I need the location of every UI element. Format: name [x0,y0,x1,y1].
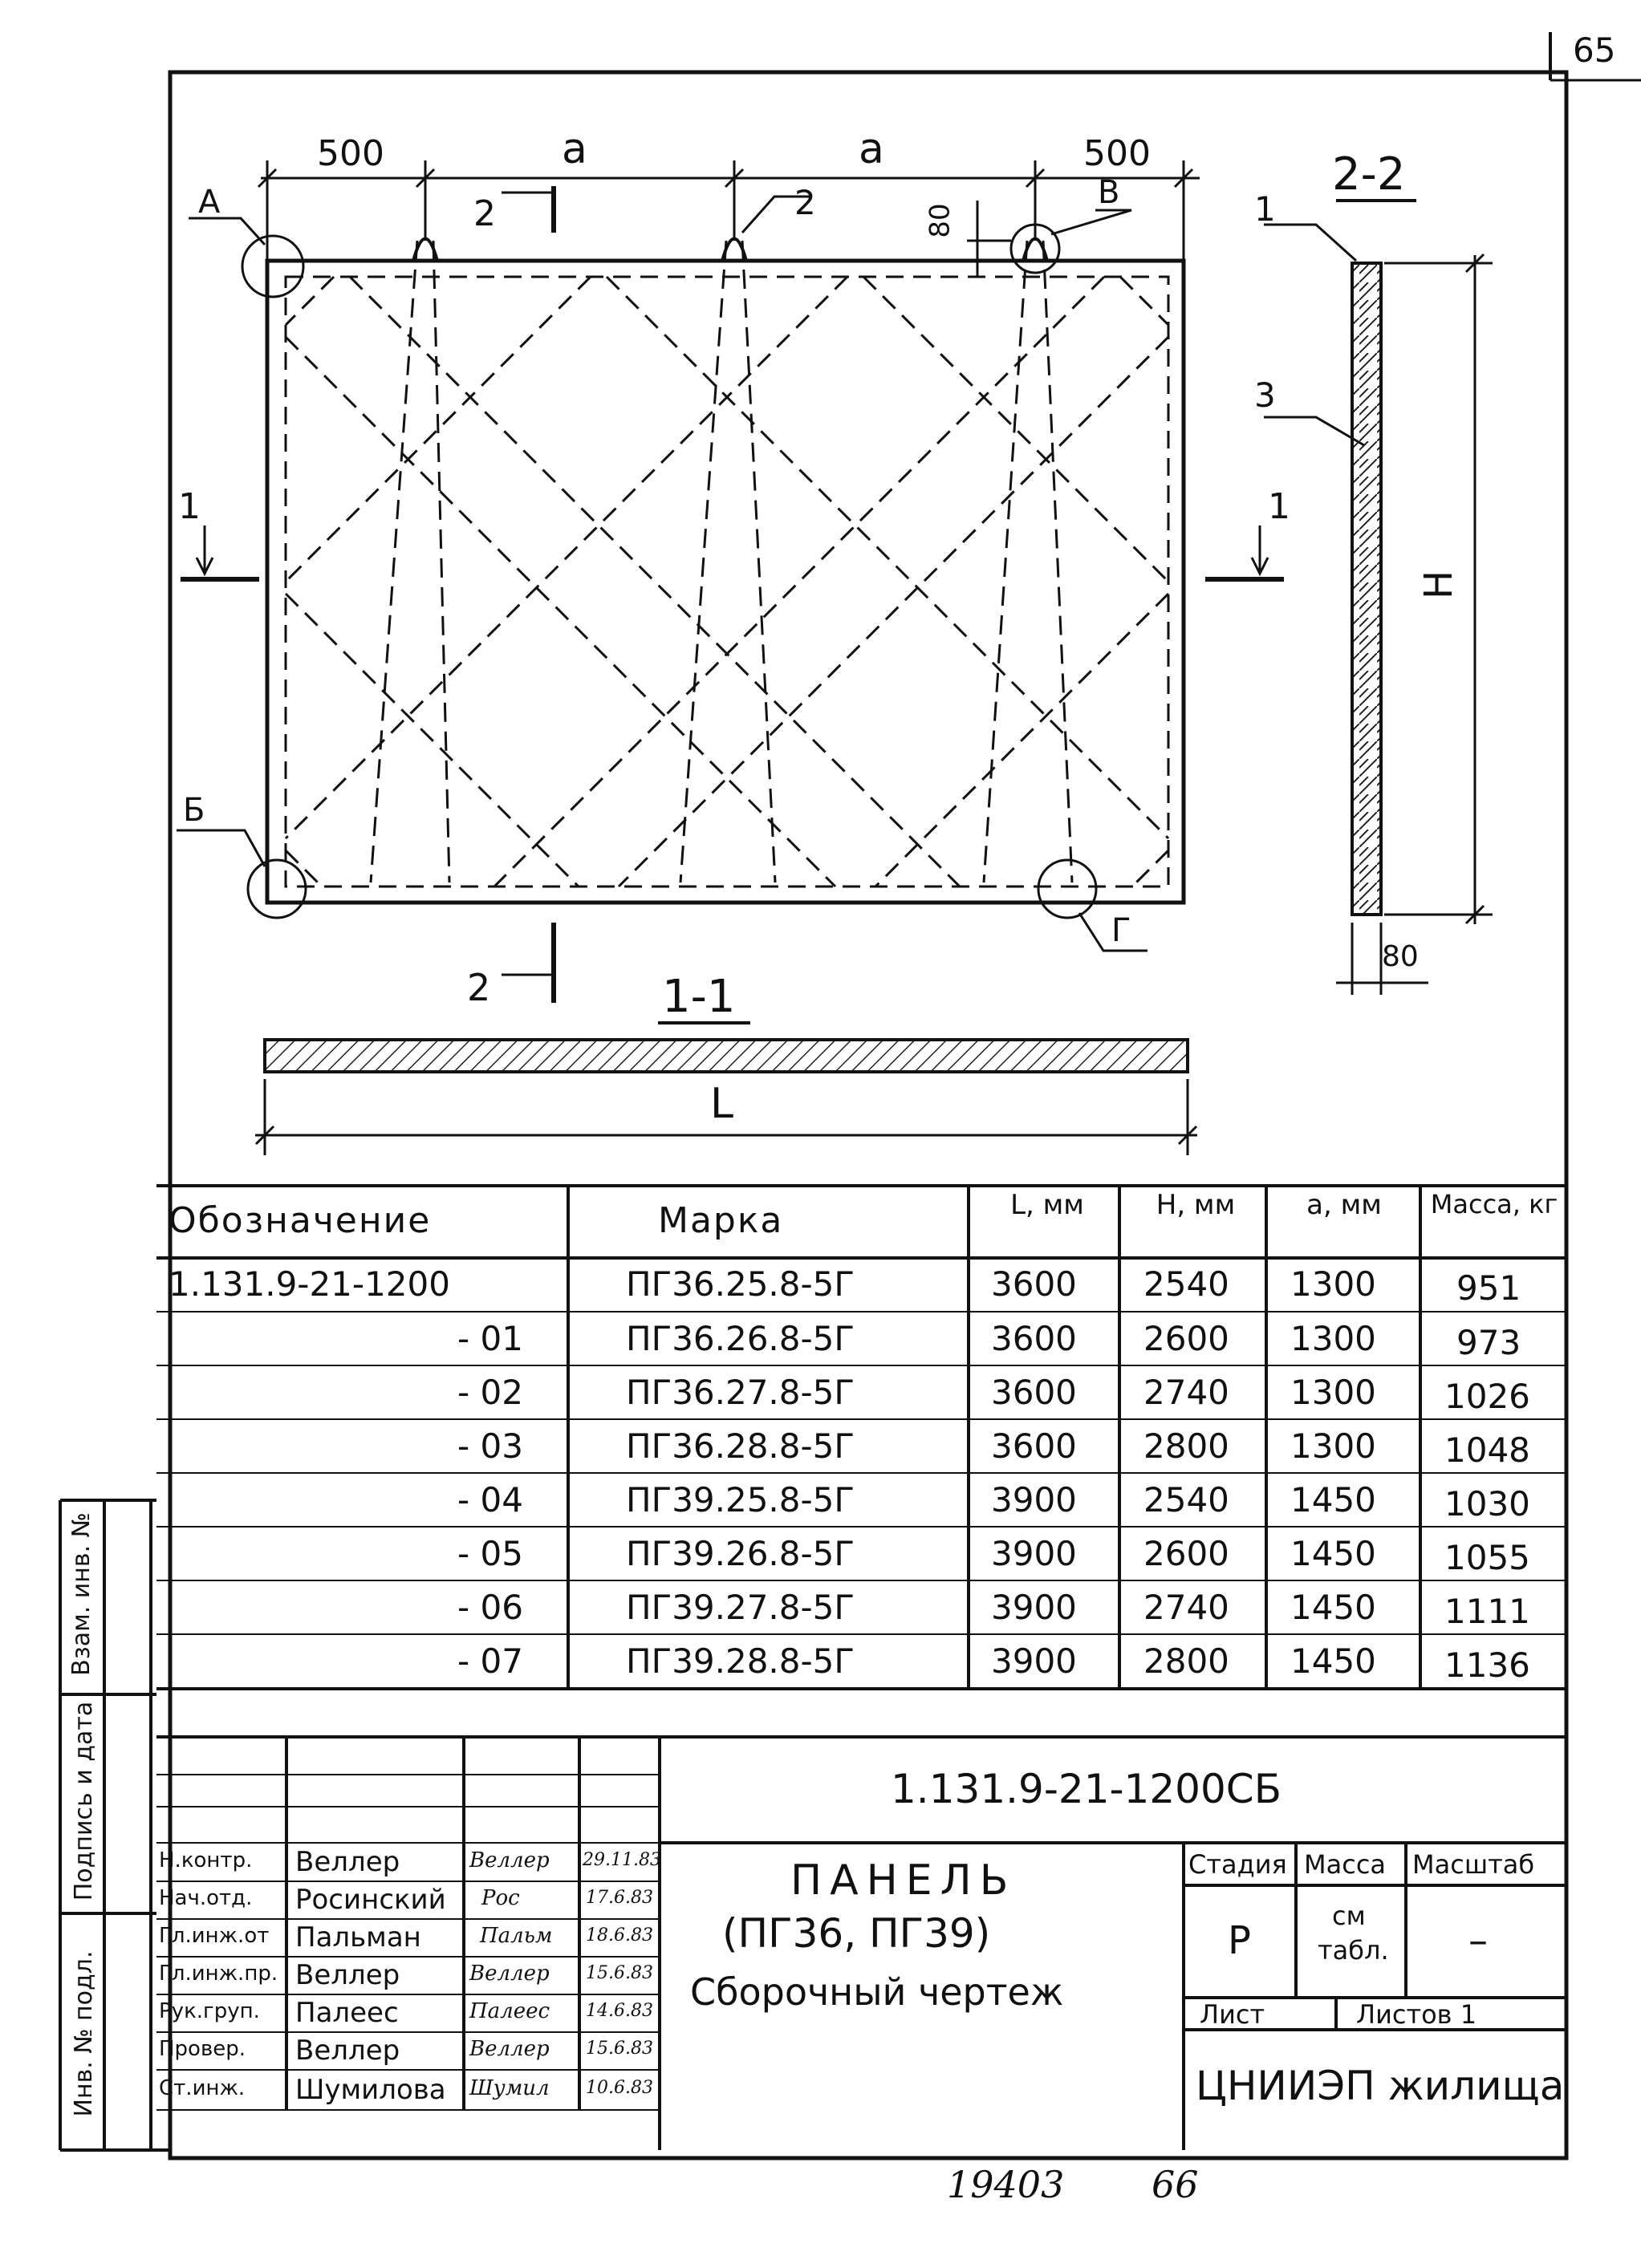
dim-80-side: 80 [1382,940,1419,973]
row-0-designation: 1.131.9-21-1200 [169,1264,450,1304]
row-1-mass: 973 [1456,1323,1521,1362]
organization-name: ЦНИИЭП жилища [1196,2063,1565,2109]
bottom-archive-number: 19403 [947,2163,1065,2206]
row-3-mass: 1048 [1444,1430,1530,1470]
document-code: 1.131.9-21-1200СБ [891,1766,1282,1812]
row-1-L: 3600 [991,1319,1077,1358]
sig-1-signature: Рос [481,1886,520,1910]
row-3-H: 2800 [1143,1426,1229,1466]
position-2-label: 2 [794,183,816,222]
sig-5-role: Провер. [159,2037,246,2061]
sig-3-name: Веллер [295,1959,400,1991]
header-mark: Марка [658,1200,784,1241]
scale-value: – [1468,1918,1488,1963]
sig-0-signature: Веллер [469,1848,550,1872]
row-6-L: 3900 [991,1588,1077,1627]
sig-4-name: Палеес [295,1997,399,2029]
row-1-a: 1300 [1290,1319,1376,1358]
sig-5-signature: Веллер [469,2037,550,2061]
sig-1-role: Нач.отд. [159,1886,253,1910]
row-5-mass: 1055 [1444,1538,1530,1577]
mass-value-line-1: см [1332,1901,1366,1931]
row-3-designation: - 03 [457,1426,523,1466]
cut-1-left-label: 1 [178,486,201,527]
section-2-2-title: 2-2 [1332,148,1406,201]
sig-3-date: 15.6.83 [586,1963,653,1983]
row-0-mass: 951 [1456,1268,1521,1308]
position-3-label: 3 [1254,375,1276,415]
row-4-L: 3900 [991,1480,1077,1519]
bottom-page-number: 66 [1152,2163,1199,2206]
stage-value: Р [1228,1918,1251,1963]
row-0-a: 1300 [1290,1264,1376,1304]
row-6-mark: ПГ39.27.8-5Г [626,1588,855,1627]
sig-6-date: 10.6.83 [586,2078,653,2098]
row-2-mark: ПГ36.27.8-5Г [626,1373,855,1412]
sig-5-name: Веллер [295,2035,400,2067]
sig-2-role: Гл.инж.от [159,1924,270,1948]
row-6-designation: - 06 [457,1588,523,1627]
sig-6-role: Ст.инж. [159,2076,246,2100]
cut-1-right-label: 1 [1268,486,1290,527]
title-line-2: (ПГ36, ПГ39) [722,1910,991,1957]
sig-2-signature: Пальм [480,1924,553,1948]
label-node-B: Б [183,792,205,829]
cut-2-top-label: 2 [473,193,496,234]
sig-6-signature: Шумил [469,2076,550,2100]
title-line-1: ПАНЕЛЬ [790,1856,1017,1905]
row-3-L: 3600 [991,1426,1077,1466]
sig-4-role: Рук.груп. [159,1999,260,2023]
dim-500-right: 500 [1083,133,1151,174]
row-7-L: 3900 [991,1641,1077,1681]
row-7-H: 2800 [1143,1641,1229,1681]
mass-header: Масса [1304,1849,1387,1880]
dim-H-label: H [1416,570,1462,600]
dim-a-right: a [859,125,884,173]
position-1-label: 1 [1254,189,1276,229]
row-0-H: 2540 [1143,1264,1229,1304]
row-4-designation: - 04 [457,1480,523,1519]
row-3-mark: ПГ36.28.8-5Г [626,1426,855,1466]
row-5-H: 2600 [1143,1534,1229,1573]
row-5-designation: - 05 [457,1534,523,1573]
node-circle-B-low [248,860,306,918]
row-0-mark: ПГ36.25.8-5Г [626,1264,855,1304]
row-5-L: 3900 [991,1534,1077,1573]
sheet-label: Лист [1200,1999,1265,2030]
dim-500-left: 500 [317,133,384,174]
sig-3-role: Гл.инж.пр. [159,1962,278,1986]
label-node-A: А [198,184,221,221]
row-5-mark: ПГ39.26.8-5Г [626,1534,855,1573]
row-1-designation: - 01 [457,1319,523,1358]
sig-4-signature: Палеес [469,1999,550,2023]
sig-2-date: 18.6.83 [586,1925,653,1945]
header-length: L, мм [1010,1189,1084,1221]
row-0-L: 3600 [991,1264,1077,1304]
sig-4-date: 14.6.83 [586,2001,653,2021]
section-1-1-title: 1-1 [662,971,736,1023]
row-5-a: 1450 [1290,1534,1376,1573]
row-2-H: 2740 [1143,1373,1229,1412]
row-7-mark: ПГ39.28.8-5Г [626,1641,855,1681]
sheets-count-label: Листов 1 [1356,1999,1477,2030]
side-stamp-signature-date: Подпись и дата [70,1701,98,1901]
header-height: H, мм [1156,1189,1236,1221]
dim-a-left: a [562,125,587,173]
row-2-mass: 1026 [1444,1377,1530,1416]
row-2-a: 1300 [1290,1373,1376,1412]
lifting-loops [371,241,1072,882]
sig-2-name: Пальман [295,1921,421,1954]
row-3-a: 1300 [1290,1426,1376,1466]
sig-6-name: Шумилова [295,2074,446,2106]
row-4-a: 1450 [1290,1480,1376,1519]
cut-2-bottom-label: 2 [467,966,491,1009]
sig-1-date: 17.6.83 [586,1888,653,1908]
row-4-H: 2540 [1143,1480,1229,1519]
side-stamp-replacement-inv: Взам. инв. № [67,1512,95,1676]
node-circle-A [242,236,303,297]
stage-header: Стадия [1188,1849,1287,1880]
row-1-H: 2600 [1143,1319,1229,1358]
sig-0-date: 29.11.83 [583,1850,661,1870]
row-6-mass: 1111 [1444,1592,1530,1631]
sig-0-name: Веллер [295,1846,400,1878]
row-2-L: 3600 [991,1373,1077,1412]
header-a: a, мм [1306,1189,1382,1221]
row-4-mark: ПГ39.25.8-5Г [626,1480,855,1519]
row-1-mark: ПГ36.26.8-5Г [626,1319,855,1358]
label-node-G: Г [1111,912,1131,949]
dim-L-label: L [710,1080,733,1128]
row-6-a: 1450 [1290,1588,1376,1627]
side-stamp-original-inv: Инв. № подл. [70,1950,98,2117]
scale-header: Масштаб [1412,1849,1535,1880]
row-6-H: 2740 [1143,1588,1229,1627]
page-number: 65 [1573,30,1616,70]
node-circle-G [1038,860,1096,918]
sig-1-name: Росинский [295,1884,446,1916]
dim-80-top: 80 [924,203,957,238]
title-line-3: Сборочный чертеж [690,1970,1064,2014]
panel-front-view [177,193,1184,951]
row-7-mass: 1136 [1444,1645,1530,1685]
label-node-V: В [1098,174,1120,211]
row-2-designation: - 02 [457,1373,523,1412]
row-4-mass: 1030 [1444,1484,1530,1523]
sig-0-role: Н.контр. [159,1848,253,1872]
header-mass: Масса, кг [1430,1189,1558,1219]
header-designation: Обозначение [169,1200,432,1241]
reinforcement-lattice [286,277,1168,887]
row-7-designation: - 07 [457,1641,523,1681]
sig-5-date: 15.6.83 [586,2039,653,2059]
sig-3-signature: Веллер [469,1962,550,1986]
mass-value-line-2: табл. [1318,1935,1389,1966]
row-7-a: 1450 [1290,1641,1376,1681]
